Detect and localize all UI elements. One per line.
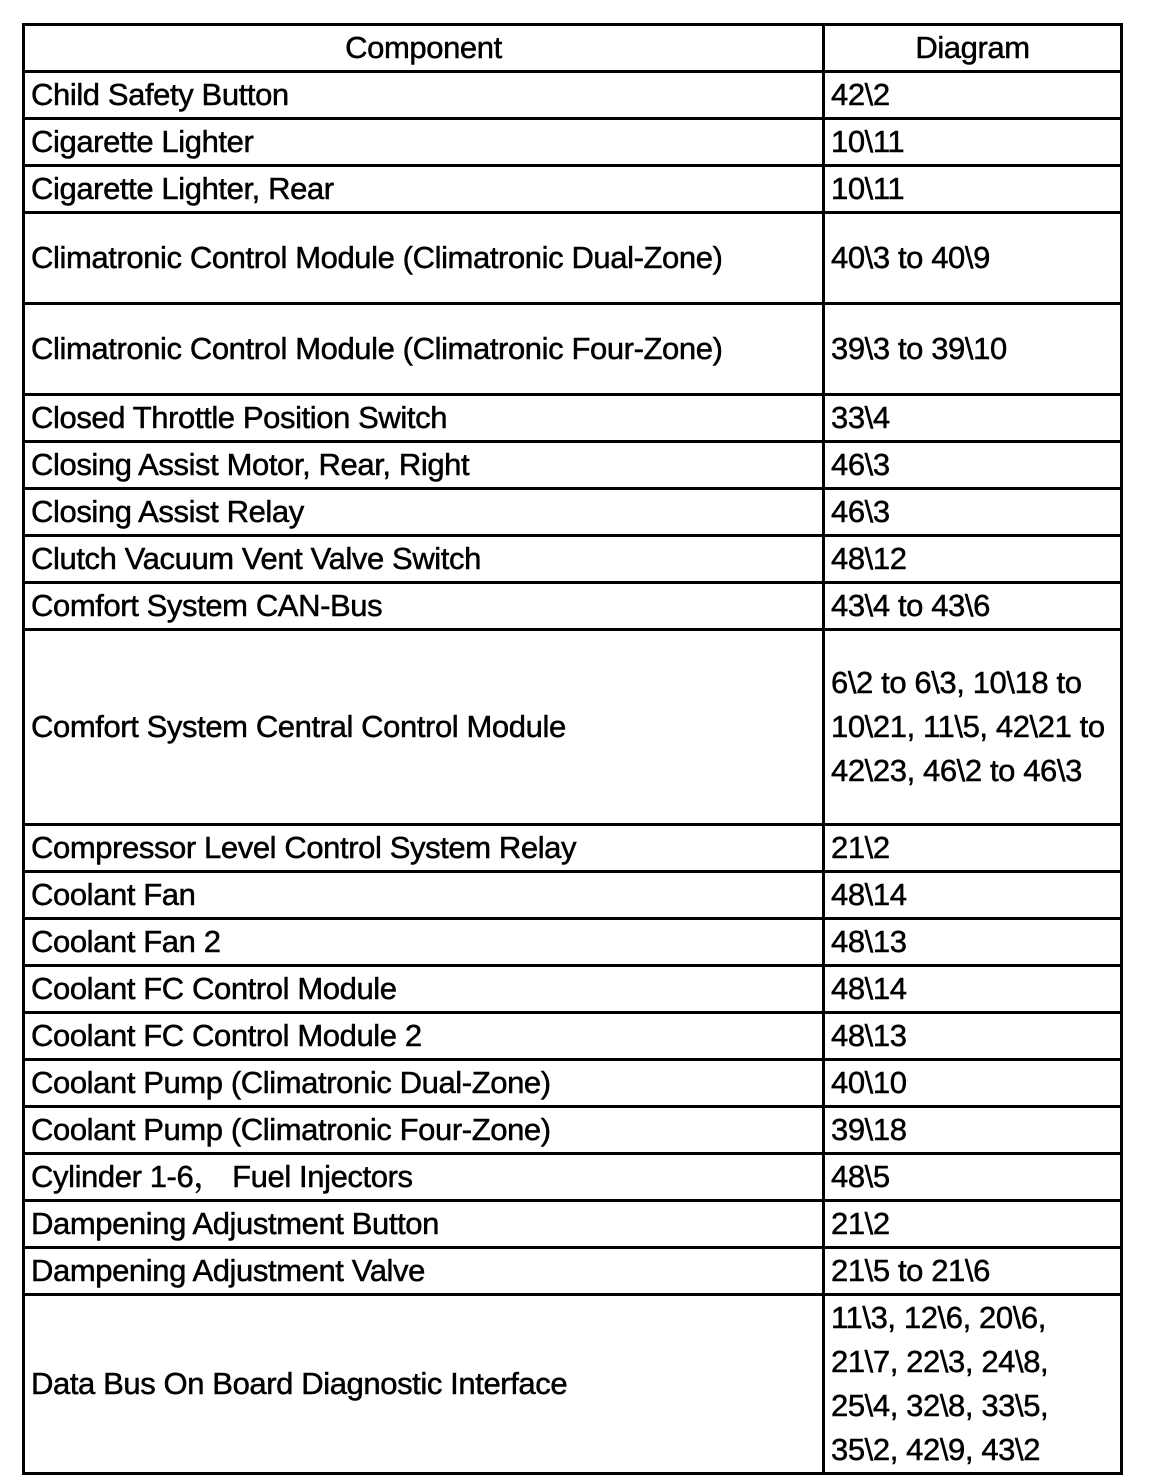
table-row: [24, 536, 1122, 583]
diagram-cell: 48\14: [824, 872, 1122, 919]
table-row: [24, 213, 1122, 304]
table-row: [24, 1013, 1122, 1060]
table-row: [24, 304, 1122, 395]
diagram-cell: 6\2 to 6\3, 10\18 to 10\21, 11\5, 42\21 to 42\23, 46\2 to 46\3: [824, 630, 1122, 825]
table-row: [24, 442, 1122, 489]
component-cell: Comfort System CAN-Bus: [24, 583, 824, 630]
component-cell: Data Bus On Board Diagnostic Interface: [24, 1295, 824, 1474]
diagram-cell: 21\2: [824, 1201, 1122, 1248]
table-row: [24, 72, 1122, 119]
component-cell: Cigarette Lighter: [24, 119, 824, 166]
component-cell: Climatronic Control Module (Climatronic Dual-Zone): [24, 213, 824, 304]
diagram-cell: 10\11: [824, 166, 1122, 213]
table-row: [24, 872, 1122, 919]
component-cell: Coolant Pump (Climatronic Dual-Zone): [24, 1060, 824, 1107]
component-cell: Dampening Adjustment Button: [24, 1201, 824, 1248]
diagram-cell: 48\13: [824, 919, 1122, 966]
table-row: [24, 395, 1122, 442]
diagram-cell: 40\3 to 40\9: [824, 213, 1122, 304]
diagram-cell: 46\3: [824, 489, 1122, 536]
diagram-cell: 46\3: [824, 442, 1122, 489]
component-cell: Coolant Fan 2: [24, 919, 824, 966]
component-column-header: Component: [24, 25, 824, 72]
component-cell: Cylinder 1-6， Fuel Injectors: [24, 1154, 824, 1201]
diagram-cell: 48\12: [824, 536, 1122, 583]
component-cell: Coolant Fan: [24, 872, 824, 919]
component-cell: Coolant FC Control Module 2: [24, 1013, 824, 1060]
table-row: [24, 489, 1122, 536]
component-cell: Cigarette Lighter, Rear: [24, 166, 824, 213]
table-row: [24, 1248, 1122, 1295]
component-cell: Closing Assist Motor, Rear, Right: [24, 442, 824, 489]
component-cell: Closed Throttle Position Switch: [24, 395, 824, 442]
diagram-cell: 39\18: [824, 1107, 1122, 1154]
table-row: [24, 1060, 1122, 1107]
diagram-cell: 42\2: [824, 72, 1122, 119]
diagram-cell: 48\13: [824, 1013, 1122, 1060]
component-cell: Comfort System Central Control Module: [24, 630, 824, 825]
component-diagram-table: [22, 23, 1123, 1475]
component-cell: Compressor Level Control System Relay: [24, 825, 824, 872]
diagram-cell: 33\4: [824, 395, 1122, 442]
table-row: [24, 966, 1122, 1013]
table-row: [24, 119, 1122, 166]
table-row: [24, 919, 1122, 966]
table-row: [24, 583, 1122, 630]
component-cell: Coolant FC Control Module: [24, 966, 824, 1013]
table-row: [24, 1154, 1122, 1201]
component-cell: Clutch Vacuum Vent Valve Switch: [24, 536, 824, 583]
diagram-cell: 48\14: [824, 966, 1122, 1013]
table-row: [24, 166, 1122, 213]
component-cell: Climatronic Control Module (Climatronic Four-Zone): [24, 304, 824, 395]
diagram-cell: 43\4 to 43\6: [824, 583, 1122, 630]
diagram-cell: 48\5: [824, 1154, 1122, 1201]
component-cell: Child Safety Button: [24, 72, 824, 119]
table-row: [24, 1295, 1122, 1474]
table-header-row: [24, 25, 1122, 72]
diagram-cell: 21\2: [824, 825, 1122, 872]
diagram-cell: 10\11: [824, 119, 1122, 166]
diagram-column-header: Diagram: [824, 25, 1122, 72]
diagram-cell: 21\5 to 21\6: [824, 1248, 1122, 1295]
diagram-cell: 11\3, 12\6, 20\6, 21\7, 22\3, 24\8, 25\4, 32\8, 33\5, 35\2, 42\9, 43\2: [824, 1295, 1122, 1474]
component-cell: Coolant Pump (Climatronic Four-Zone): [24, 1107, 824, 1154]
table-row: [24, 630, 1122, 825]
component-diagram-table-container: [22, 23, 1120, 1475]
component-cell: Closing Assist Relay: [24, 489, 824, 536]
table-row: [24, 1201, 1122, 1248]
diagram-cell: 39\3 to 39\10: [824, 304, 1122, 395]
table-row: [24, 825, 1122, 872]
table-row: [24, 1107, 1122, 1154]
diagram-cell: 40\10: [824, 1060, 1122, 1107]
component-cell: Dampening Adjustment Valve: [24, 1248, 824, 1295]
